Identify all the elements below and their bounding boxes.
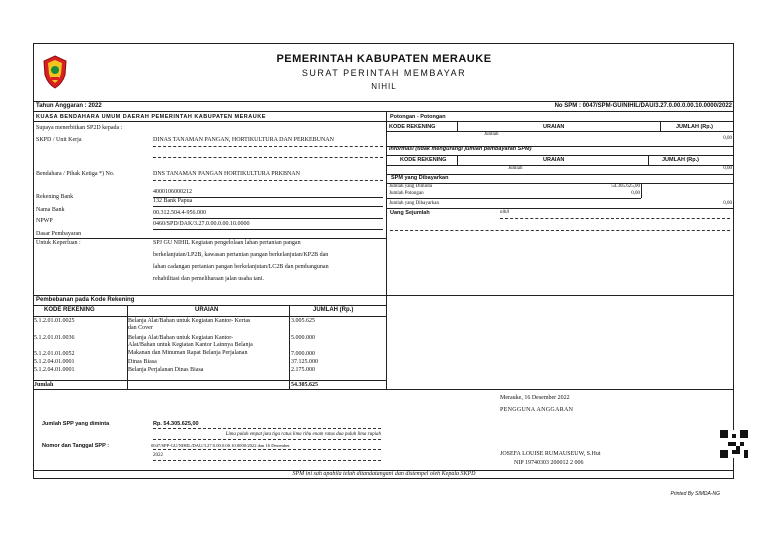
pembebanan-kode: 5.1.2.04.01.0001 (34, 367, 75, 373)
pembebanan-jumlah: 3.005.625 (291, 318, 315, 324)
pembebanan-jumlah-label: Jumlah (34, 382, 54, 388)
pembebanan-uraian: Dinas Biasa (128, 359, 157, 365)
keperluan-line: berkelanjutan/LP2B, kawasan pertanian pangan berkelanjutan/KP2B dan (153, 252, 329, 258)
nama-bank-value: 132 Bank Papua (153, 198, 193, 204)
jumlah-dibayarkan-label: Jumlah yang Dibayarkan (389, 201, 439, 206)
tahun-anggaran: Tahun Anggaran : 2022 (36, 103, 102, 109)
potongan-title: Potongan - Potongan (390, 114, 446, 120)
bendahara-value: DNS TANAMAN PANGAN HORTIKULTURA PRKBNAN (153, 171, 300, 177)
keperluan-line: rehabilitasi dan pemeliharaan jalan usaha tani. (153, 276, 264, 282)
skpd-value: DINAS TANAMAN PANGAN, HORTIKULTURA DAN PERKEBUNAN (153, 137, 334, 143)
potongan-jumlah-value: 0,00 (723, 136, 732, 141)
signature-place-date: Merauke, 16 Desember 2022 (500, 395, 570, 401)
spp-diminta-label: Jumlah SPP yang diminta (42, 421, 110, 427)
pembebanan-header-jumlah: JUMLAH (Rp.) (313, 307, 354, 313)
keperluan-line: lahan cadangan pertanian pangan berkelanjutan/LC2B dan pembangunan (153, 264, 329, 270)
potongan-header-kode: KODE REKENING (389, 124, 436, 130)
printed-by: Printed By SIMDA-NG (670, 491, 720, 497)
informasi-header-kode: KODE REKENING (400, 157, 447, 163)
pembebanan-uraian: Belanja Alat/Bahan untuk Kegiatan Kantor- Kertas (128, 318, 251, 324)
spp-nomor-label: Nomor dan Tanggal SPP : (42, 443, 110, 449)
spp-terbilang: Lima puluh empat juta tiga ratus lima ribu enam ratus dua puluh lima rupiah (225, 432, 381, 437)
informasi-header-uraian: URAIAN (543, 157, 565, 163)
spm-dibayarkan-title: SPM yang Dibayarkan (391, 175, 449, 181)
pembebanan-header-uraian: URAIAN (195, 307, 219, 313)
pembebanan-kode: 5.1.2.04.01.0001 (34, 359, 75, 365)
pembebanan-jumlah: 5.000.000 (291, 335, 315, 341)
pembebanan-kode: 5.1.2.01.01.0052 (34, 351, 75, 357)
informasi-header-jumlah: JUMLAH (Rp.) (662, 157, 699, 163)
pembebanan-jumlah-total: 54.305.625 (291, 382, 318, 388)
pembebanan-jumlah: 7.000.000 (291, 351, 315, 357)
nomor-spm: No SPM : 0047/SPM-GU/NIHIL/DAU/3.27.0.00.0.00.10.0000/2022 (554, 103, 732, 109)
jumlah-diminta-value: 54.305.625,00 (611, 184, 640, 189)
qr-code-icon (720, 430, 748, 458)
dasar-label: Dasar Pembayaran (36, 231, 82, 237)
keperluan-label: Untuk Keperluan : (36, 240, 81, 246)
supaya-text: Supaya menerbitkan SP2D kepada : (36, 125, 123, 131)
uang-sejumlah-label: Uang Sejumlah (390, 210, 430, 216)
jumlah-diminta-label: Jumlah yang Diminta (389, 184, 433, 189)
pembebanan-uraian: Makanan dan Minuman Rapat Belanja Perjalanan (128, 350, 248, 356)
spm-validity-note: SPM ini sah apabila telah ditandatangani dan distempel oleh Kepala SKPD (292, 471, 476, 477)
skpd-label: SKPD / Unit Kerja (36, 137, 82, 143)
npwp-value: 00.312.504.4-956.000 (153, 210, 206, 216)
pembebanan-jumlah: 2.175.000 (291, 367, 315, 373)
government-title: PEMERINTAH KABUPATEN MERAUKE (276, 53, 492, 65)
signature-nip: NIP 19740303 200012 2 006 (514, 460, 584, 466)
document-subtitle: NIHIL (371, 82, 397, 91)
keperluan-line: SPJ GU NIHIL Kegiatan pengelolaan lahan pertanian pangan (153, 240, 301, 246)
informasi-jumlah-value: 0,00 (723, 166, 732, 171)
informasi-title: Informasi (tidak mengurangi jumlah pembayaran SPM) (389, 146, 532, 152)
spp-nomor-value-2: 2022 (153, 453, 163, 458)
rekening-value: 4000106000212 (153, 189, 192, 195)
kuasa-bud-title: KUASA BENDAHARA UMUM DAERAH PEMERINTAH KABUPATEN MERAUKE (36, 114, 266, 120)
pembebanan-uraian: Belanja Perjalanan Dinas Biasa (128, 367, 204, 373)
informasi-jumlah-label: Jumlah (508, 166, 523, 171)
rekening-label: Rekening Bank (36, 194, 74, 200)
spp-nomor-value: 0047/SPP-GU/NIHIL/DAU/3.27.0.00.0.00.10.0000/2022 dan 16 Desember (151, 443, 290, 448)
uang-sejumlah-value: nihil (500, 210, 510, 215)
pembebanan-uraian: Alat/Bahan untuk Kegiatan Kantor Lainnya Belanja (128, 342, 253, 348)
pembebanan-kode: 5.1.2.01.01.0036 (34, 335, 75, 341)
pembebanan-uraian: dan Cover (128, 325, 153, 331)
pembebanan-uraian: Belanja Alat/Bahan untuk Kegiatan Kantor- (128, 335, 234, 341)
dasar-value: 0460/SPD/DAK/3.27.0.00.0.00.10.0000 (153, 221, 250, 227)
pembebanan-header-kode: KODE REKENING (44, 307, 95, 313)
potongan-jumlah-label: Jumlah (484, 132, 499, 137)
signature-name: JOSEFA LOUISE RUMAUSEUW, S.Hut (500, 451, 601, 457)
potongan-header-uraian: URAIAN (543, 124, 565, 130)
pembebanan-title: Pembebanan pada Kode Rekening (36, 297, 135, 303)
spp-diminta-value: Rp. 54.305.625,00 (153, 421, 199, 427)
signature-role: PENGGUNA ANGGARAN (500, 407, 574, 413)
jumlah-dibayarkan-value: 0,00 (723, 201, 732, 206)
npwp-label: NPWP (36, 218, 53, 224)
pembebanan-jumlah: 37.125.000 (291, 359, 318, 365)
pembebanan-kode: 5.1.2.01.01.0025 (34, 318, 75, 324)
potongan-header-jumlah: JUMLAH (Rp.) (676, 124, 713, 130)
jumlah-potongan-value: 0,00 (631, 191, 640, 196)
bendahara-label: Bendahara / Pihak Ketiga *) No. (36, 171, 115, 177)
jumlah-potongan-label: Jumlah Potongan (389, 191, 424, 196)
document-type-title: SURAT PERINTAH MEMBAYAR (301, 68, 467, 78)
nama-bank-label: Nama Bank (36, 207, 65, 213)
